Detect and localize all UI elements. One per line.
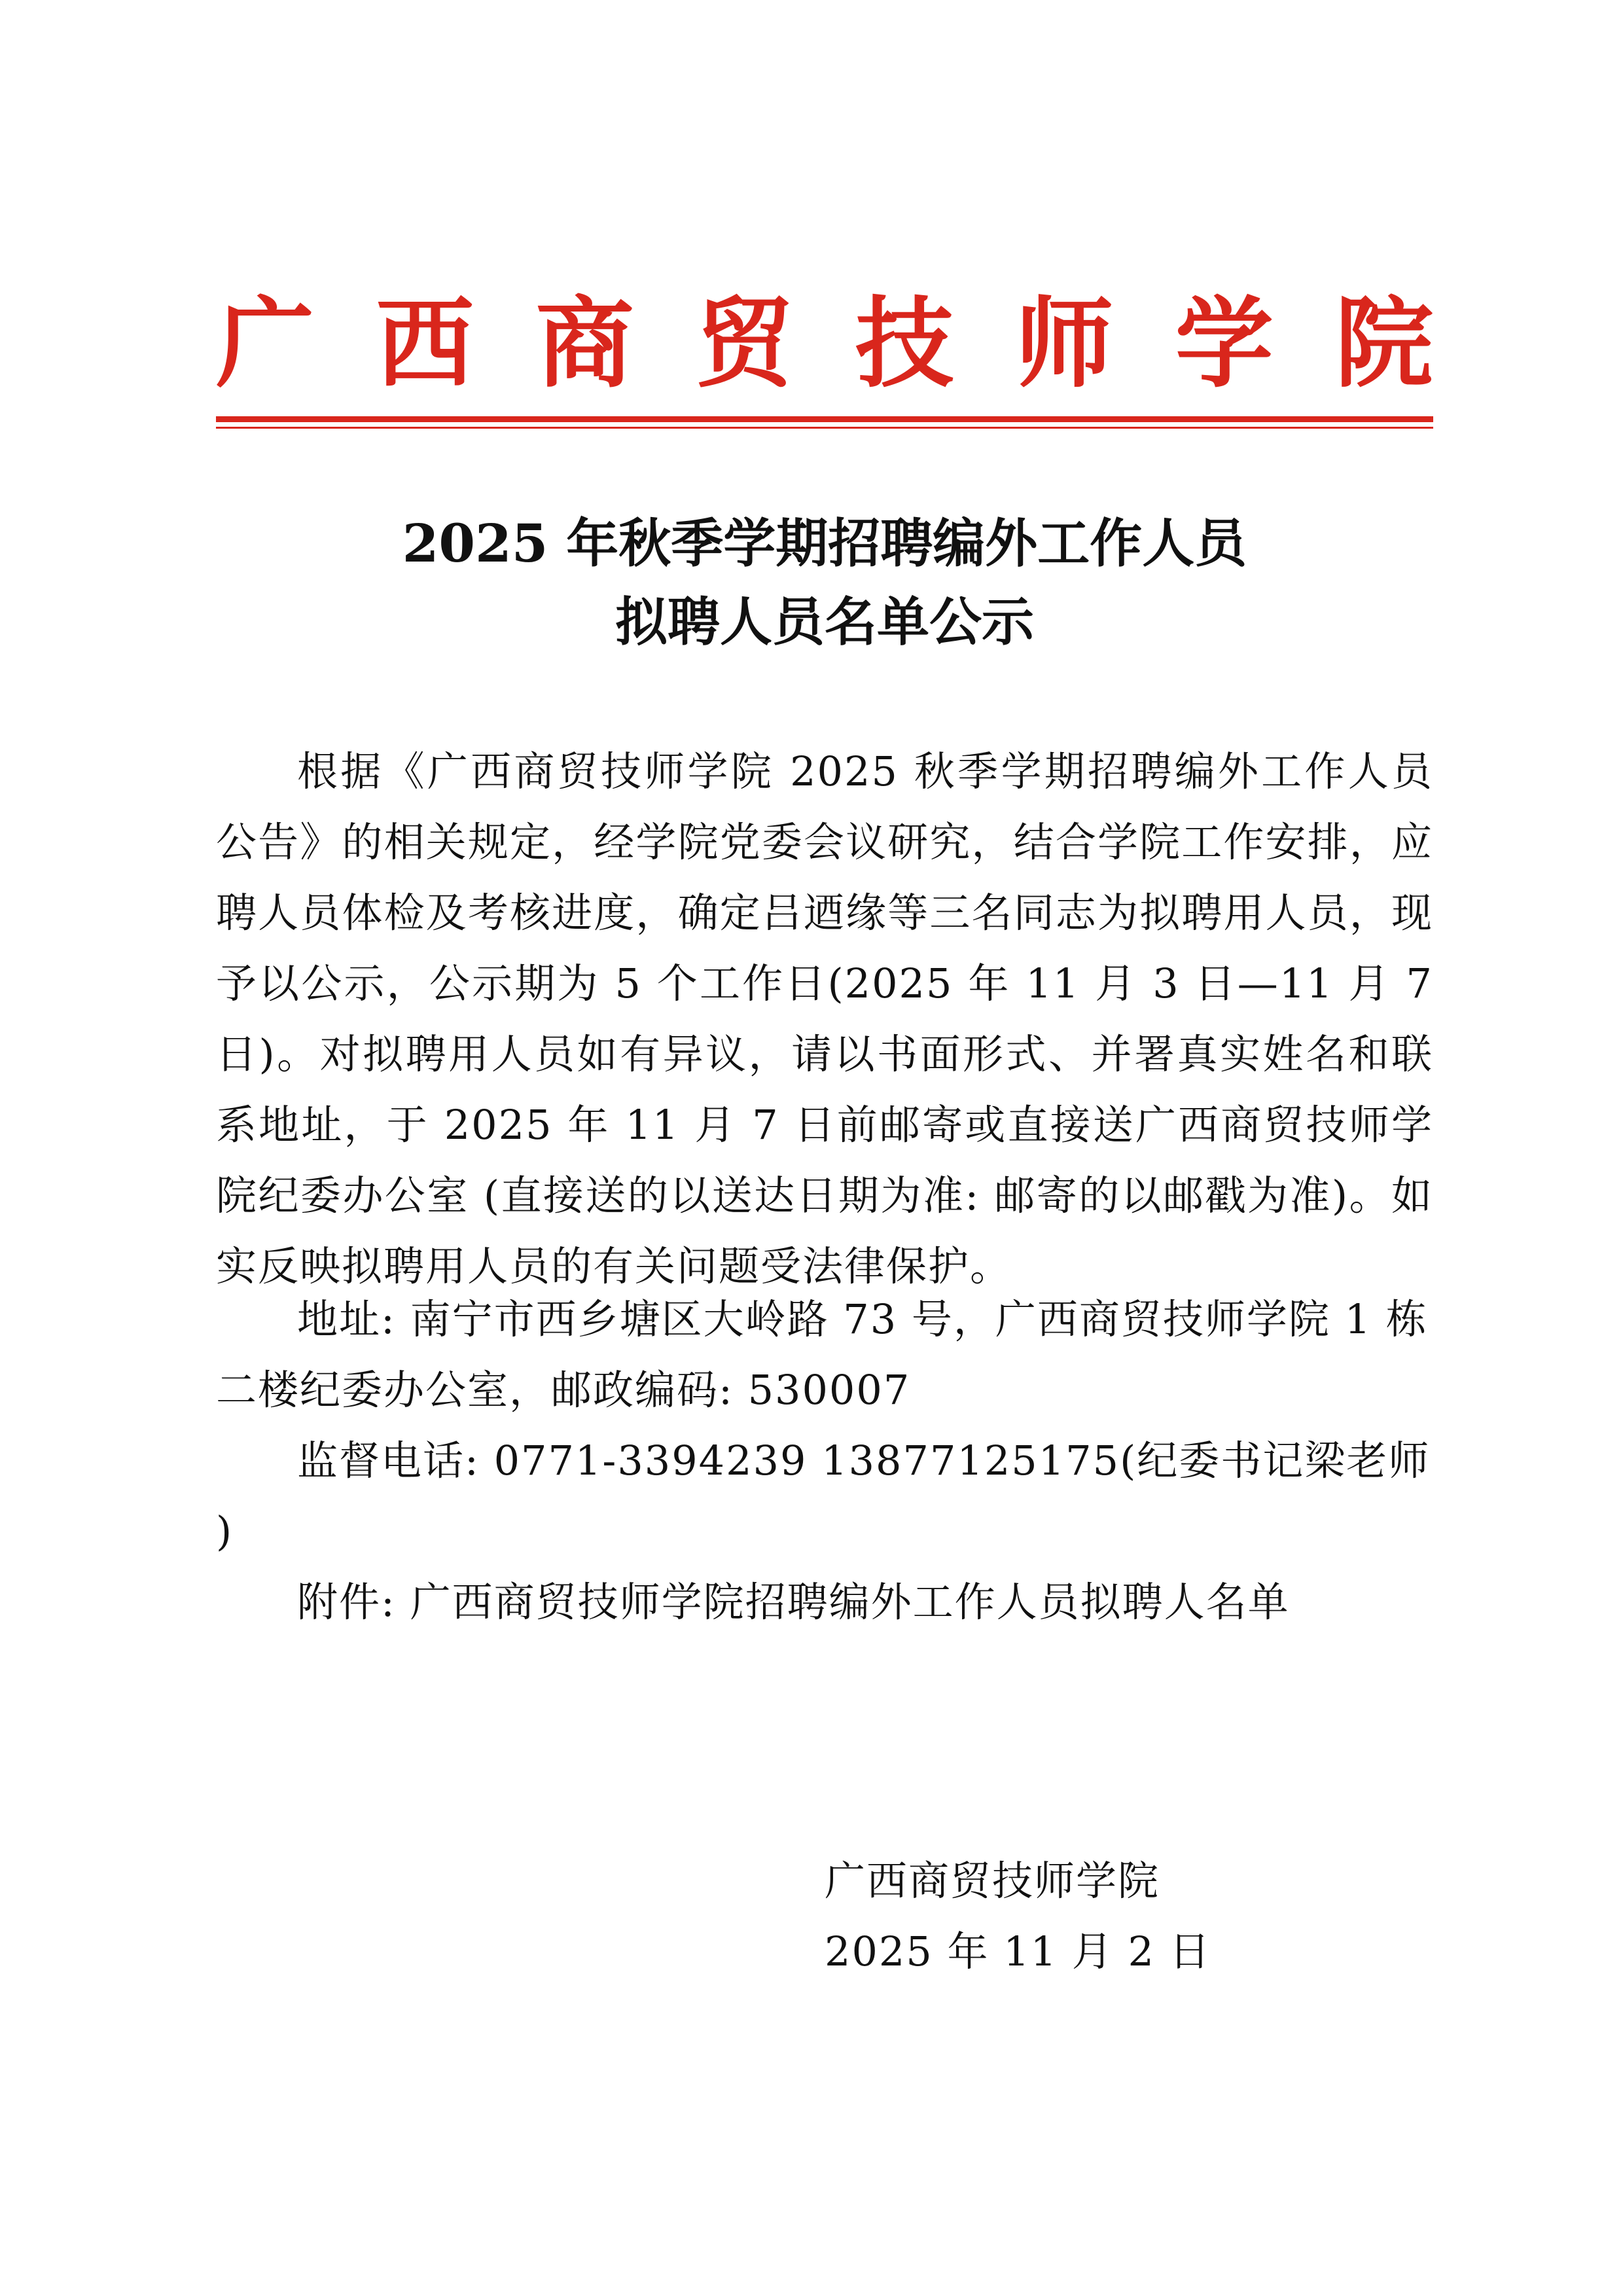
attachment-line: 附件: 广西商贸技师学院招聘编外工作人员拟聘人名单 <box>297 1578 1290 1626</box>
address-paragraph: 地址: 南宁市西乡塘区大岭路 73 号，广西商贸技师学院 1 栋二楼纪委办公室，邮政编码: 530007 <box>216 1295 1428 1414</box>
masthead-divider-thick <box>216 416 1433 422</box>
signoff-date: 2025 年 11 月 2 日 <box>825 1928 1211 1975</box>
document-title-line2: 拟聘人员名单公示 <box>615 591 1034 653</box>
document-title-line1: 2025 年秋季学期招聘编外工作人员 <box>402 512 1247 574</box>
masthead-char: 广 <box>216 286 315 401</box>
masthead-org-name <box>216 288 1433 399</box>
masthead-divider-thin <box>216 427 1433 429</box>
masthead-char: 技 <box>855 286 954 401</box>
masthead-char: 师 <box>1015 286 1114 401</box>
body-paragraph: 根据《广西商贸技师学院 2025 秋季学期招聘编外工作人员公告》的相关规定，经学院党委会议研究，结合学院工作安排，应聘人员体检及考核进度，确定吕迺缘等三名同志为拟聘用人员，现予以公示，公示期为 5 个工作日(2025 年 11 月 3 日—11 月 7 日)。对拟聘用人员如有异议，请以书面形式、并署真实姓名和联系地址，于 2025 年 11 月 7 日前邮寄或直接送广西商贸技师学院纪委办公室 (直接送的以送达日期为准: 邮寄的以邮戳为准)。如实反映拟聘用人员的有关问题受法律保护。 <box>216 747 1433 1290</box>
masthead-char: 西 <box>376 286 474 401</box>
masthead-char: 院 <box>1334 286 1433 401</box>
phone-paragraph: 监督电话: 0771-3394239 13877125175(纪委书记梁老师 ) <box>216 1437 1431 1555</box>
masthead-char: 学 <box>1175 286 1274 401</box>
masthead-char: 商 <box>535 286 634 401</box>
masthead-char: 贸 <box>695 286 794 401</box>
signoff-organization: 广西商贸技师学院 <box>825 1857 1160 1905</box>
